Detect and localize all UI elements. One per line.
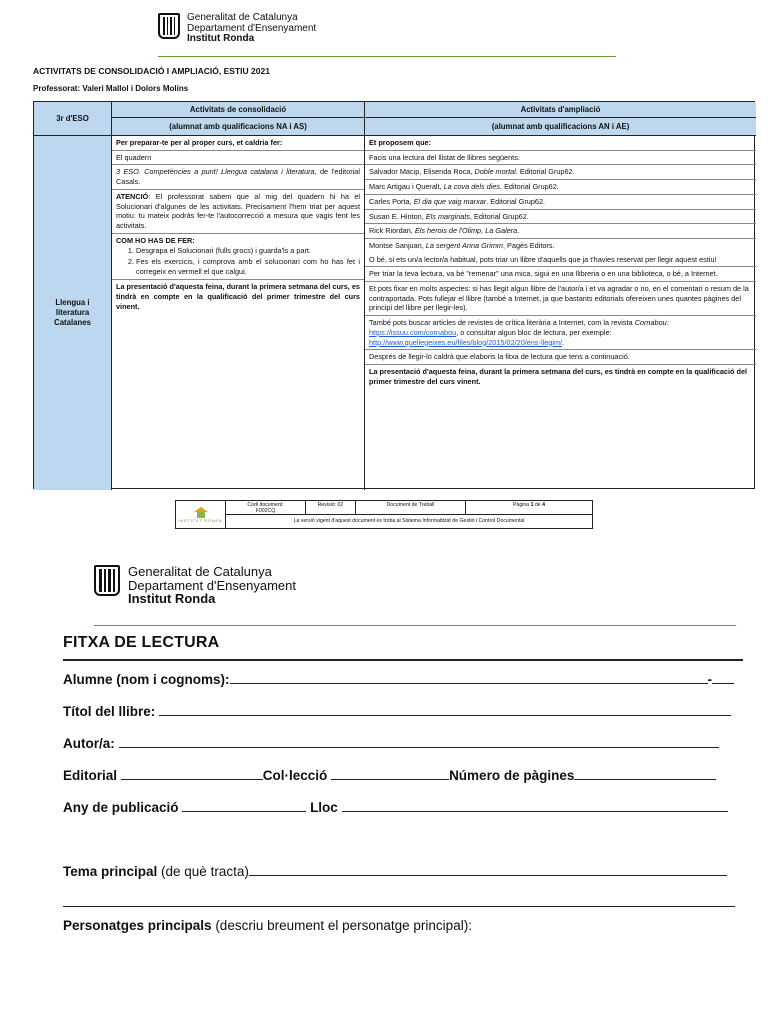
book-title: Els marginats: [425, 211, 470, 221]
page-current: 1: [530, 502, 534, 508]
generalitat-logo-icon: [158, 13, 180, 39]
instructions-cell: [112, 234, 364, 281]
consolidation-header: [112, 102, 365, 136]
reading-sheet-title: FITXA DE LECTURA: [63, 634, 220, 651]
consolidation-intro: Per preparar-te per al proper curs, et caldria fer:: [112, 136, 364, 151]
book-list-item: [365, 239, 756, 253]
articles-text: També pots buscar articles de revistes de crítica literària a Internet, com la revista: [369, 318, 635, 328]
book-publisher: .: [517, 226, 520, 236]
choose-book-note: Per triar la teva lectura, va bé "remenar" una mica, sigui en una llibreria o en una biblioteca, o bé, a Internet.: [365, 267, 756, 282]
pages-label: Número de pàgines: [449, 768, 575, 783]
footer-code-label: Codi document:: [247, 502, 284, 508]
attention-text: : El professorat sabem que al mig del quadern hi ha el Solucionari d'algunes de les activitats. Precisament l'hem triat per aquest motiu: tu mateix podràs fer-te l'autocorrecció a mesura que vagis fent les activitats.: [116, 191, 360, 230]
book-publisher: . Editorial Grup62.: [515, 167, 575, 177]
instructions-list: [116, 246, 360, 276]
collection-line[interactable]: [331, 768, 449, 780]
book-author: Montse Sanjuan,: [369, 240, 426, 250]
year-place-row: [63, 800, 728, 815]
year-label: Any de publicació: [63, 800, 179, 815]
book-list-item: [365, 224, 756, 239]
page-total: 4: [542, 502, 546, 508]
theme-label: Tema principal: [63, 864, 158, 879]
book-publisher: . Editorial Grup62.: [500, 182, 559, 192]
book-list-item: [365, 180, 756, 195]
cornabou-link[interactable]: https://issuu.com/cornabou: [369, 327, 457, 337]
year-line[interactable]: [182, 800, 306, 812]
magazine-name: Cornabou:: [634, 318, 669, 328]
workbook-publisher: de l'editorial Casals.: [116, 167, 360, 187]
extension-header: [365, 102, 756, 136]
institution-header: [158, 13, 316, 45]
footer-code-value: F002CQ: [255, 507, 276, 514]
book-author: Marc Artigau i Queralt,: [369, 182, 444, 192]
page-sep: de: [533, 502, 543, 508]
page-prefix: Pàgina: [512, 502, 531, 508]
book-publisher: . Editorial Grup62.: [486, 196, 546, 206]
student-number-line[interactable]: [712, 672, 734, 684]
header-divider-page-2: [94, 625, 736, 626]
book-author: Salvador Macip, Elisenda Roca,: [369, 167, 475, 177]
student-name-line[interactable]: [230, 672, 708, 684]
extension-closing: La presentació d'aquesta feina, durant la primera setmana del curs, es tindrà en compte en la qualificació del primer trimestre del curs vinent.: [369, 366, 748, 386]
book-list: [365, 165, 756, 252]
grade-header: 3r d'ESO: [34, 102, 112, 136]
collection-label: Col·lecció: [262, 768, 328, 783]
aspects-note: Et pots fixar en molts aspectes: si has llegit algun llibre de l'autor/a i et va agradar o no, en el comentari o resum de la contraportada. Pots fullejar el llibre (també a Internet, ja que bastants editorials ofereixen unes quantes pàgines del principi del llibre per llegir-les).: [365, 282, 756, 316]
document-title: ACTIVITATS DE CONSOLIDACIÓ I AMPLIACIÓ, ESTIU 2021: [33, 66, 270, 76]
book-title: La sergent Anna Grimm: [425, 240, 503, 250]
book-title-field[interactable]: [63, 704, 731, 719]
institution-header-page-2: [94, 565, 296, 606]
book-list-item: [365, 195, 756, 210]
extension-header-title: Activitats d'ampliació: [365, 102, 756, 118]
book-title-label: Títol del llibre:: [63, 704, 156, 719]
institution-line-3: Institut Ronda: [187, 33, 255, 44]
book-list-item: [365, 165, 756, 180]
footer-logo-text: INSTITUT RONDA: [178, 518, 223, 523]
characters-label: Personatges principals: [63, 918, 212, 933]
book-list-item: [365, 210, 756, 225]
book-title: Els herois de l'Olimp, La Galera: [414, 226, 518, 236]
characters-hint: (descriu breument el personatge principal):: [211, 918, 472, 933]
institut-ronda-logo: [176, 501, 226, 528]
author-line[interactable]: [119, 736, 719, 748]
author-label: Autor/a:: [63, 736, 115, 751]
subject-cell: Llengua i literatura Catalanes: [34, 136, 112, 490]
articles-end: .: [562, 337, 565, 347]
articles-text-2: , o consultar algun bloc de lectura, per exemple:: [456, 327, 612, 337]
institution-line-1: Generalitat de Catalunya: [187, 12, 298, 23]
instruction-step: 2. Fes els exercicis, i comprova amb el solucionari com ho has fet i corregeix en vermell el que calgui.: [136, 257, 360, 276]
workbook-title: 3 ESO. Competències a punt! Llengua catalana i literatura,: [116, 167, 317, 177]
instructions-label: COM HO HAS DE FER:: [116, 235, 195, 245]
professors-line: Professorat: Valeri Mallol i Dolors Molins: [33, 84, 189, 93]
footer-note: La versió vigent d'aquest document es troba al Sistema Informatitzat de Gestió i Control Documental: [293, 518, 525, 524]
consolidation-column: [112, 136, 365, 490]
book-author: Carles Porta,: [369, 196, 414, 206]
book-author: Rick Riordan,: [369, 226, 415, 236]
header-divider: [158, 56, 616, 57]
habitual-reader-note: O bé, si ets un/a lector/a habitual, pots triar un llibre d'aquells que ja t'havies reservat per llegir aquest estiu!: [365, 253, 756, 268]
attention-note: [112, 190, 364, 234]
extension-column: [365, 136, 756, 490]
student-name-field[interactable]: [63, 672, 734, 687]
theme-extra-line[interactable]: [63, 906, 735, 907]
extension-header-subtitle: (alumnat amb qualificacions AN i AE): [491, 122, 630, 131]
place-label: Lloc: [310, 800, 338, 815]
institution-line-2: Departament d'Ensenyament: [128, 577, 296, 593]
footer-meta-row: [226, 501, 592, 515]
extension-intro: Et proposem que:: [365, 136, 756, 151]
reading-list-intro: Facis una lectura del llistat de llibres següents:: [365, 151, 756, 166]
author-field[interactable]: [63, 736, 719, 751]
workbook-reference: [112, 165, 364, 189]
instruction-step: 1. Desgrapa el Solucionari (fulls grocs) i guarda'ls a part.: [136, 246, 360, 256]
book-title: Doble mortal: [474, 167, 516, 177]
book-publisher: , Editorial Grup62.: [470, 211, 529, 221]
footer-code: [226, 501, 306, 514]
book-publisher: , Pagès Editors.: [503, 240, 555, 250]
generalitat-logo-icon: [94, 565, 120, 596]
publisher-line[interactable]: [121, 768, 263, 780]
consolidation-header-subtitle: (alumnat amb qualificacions NA i AS): [169, 122, 307, 131]
attention-label: ATENCIÓ: [116, 191, 149, 201]
footer-revision: Revisió: 02: [306, 501, 356, 514]
book-title: La cova dels dies: [443, 182, 501, 192]
student-name-separator: -: [707, 672, 712, 687]
publisher-row: [63, 768, 716, 783]
theme-line[interactable]: [249, 864, 727, 876]
footer-doc-type: Document de Treball: [356, 501, 466, 514]
activities-table: [33, 101, 755, 489]
book-title: El dia que vaig marxar: [413, 196, 487, 206]
student-name-label: Alumne (nom i cognoms):: [63, 672, 230, 687]
book-author: Susan E. Hinton,: [369, 211, 426, 221]
institution-line-2: Departament d'Ensenyament: [187, 22, 317, 34]
consolidation-item: El quadern: [112, 151, 364, 166]
consolidation-header-title: Activitats de consolidació: [112, 102, 364, 118]
pages-line[interactable]: [574, 768, 716, 780]
consolidation-closing: La presentació d'aquesta feina, durant la primera setmana del curs, es tindrà en compte en la qualificació del primer trimestre del curs vinent.: [116, 282, 360, 311]
book-title-line[interactable]: [159, 704, 731, 716]
footer-page-number: [466, 501, 592, 514]
theme-hint: (de què tracta): [157, 864, 249, 879]
institution-line-1: Generalitat de Catalunya: [128, 564, 272, 579]
publisher-label: Editorial: [63, 768, 118, 783]
document-footer: [175, 500, 593, 529]
institution-line-3: Institut Ronda: [128, 591, 216, 607]
place-line[interactable]: [342, 800, 728, 812]
school-building-icon: [194, 507, 208, 518]
title-underline: [63, 659, 743, 661]
theme-field[interactable]: [63, 864, 727, 879]
characters-field[interactable]: [63, 918, 472, 933]
articles-note: [365, 316, 756, 350]
after-reading-note: Després de llegir-lo caldrà que elaboris la fitxa de lectura que tens a continuació.: [365, 350, 756, 365]
blog-link[interactable]: http://www.quellegeixes.eu/files/blog/2015/02/20/ens-llegim/: [369, 337, 563, 347]
